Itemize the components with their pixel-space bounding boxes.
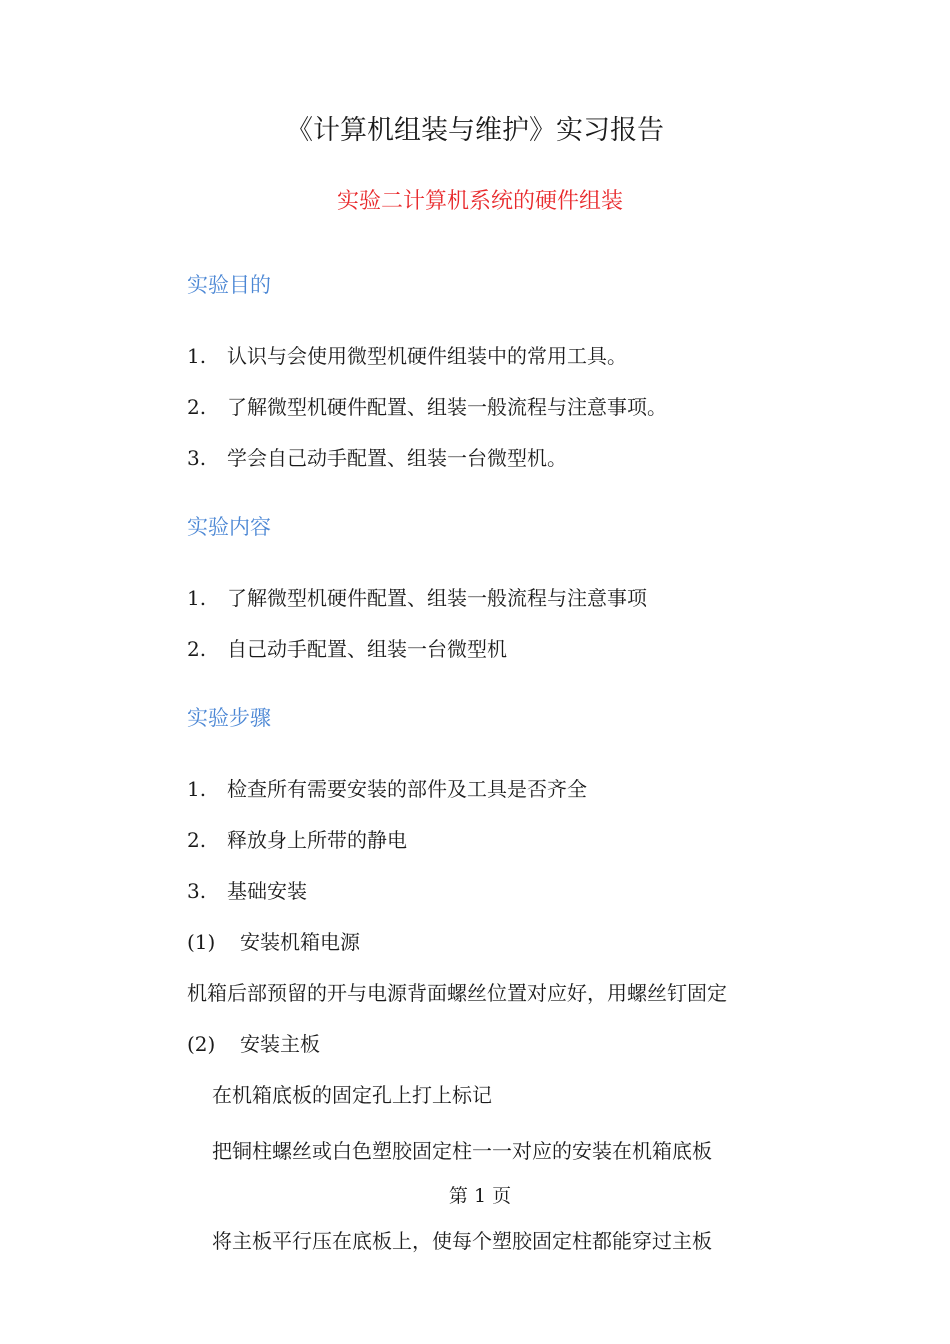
paragraph: 机箱后部预留的开与电源背面螺丝位置对应好，用螺丝钉固定 [187,981,727,1005]
list-item-text: 了解微型机硬件配置、组装一般流程与注意事项。 [227,395,667,419]
page-number: 第 1 页 [448,1185,512,1207]
list-item-number: 1. [187,344,207,368]
list-item [187,341,627,371]
list-item-text: 释放身上所带的静电 [227,828,407,852]
list-item [187,392,667,422]
section-heading-purpose: 实验目的 [187,273,271,297]
list-item-text: 学会自己动手配置、组装一台微型机。 [227,446,567,470]
document-subtitle: 实验二计算机系统的硬件组装 [336,189,623,214]
list-item-text: 认识与会使用微型机硬件组装中的常用工具。 [227,344,627,368]
list-item-text: 自己动手配置、组装一台微型机 [227,637,507,661]
list-item-number: 3. [187,446,207,470]
list-item-text: 基础安装 [227,879,307,903]
list-item [187,774,587,804]
substep-number: (1) [187,930,216,954]
list-item-number: 1. [187,586,207,610]
list-item-number: 2. [187,828,207,852]
section-heading-steps: 实验步骤 [187,706,271,730]
list-item [187,825,407,855]
list-item-number: 2. [187,395,207,419]
list-item [187,634,507,664]
list-item-number: 2. [187,637,207,661]
list-item-number: 3. [187,879,207,903]
substep-text: 安装机箱电源 [240,930,360,954]
document-title: 《计算机组装与维护》实习报告 [286,115,664,146]
section-heading-content: 实验内容 [187,515,271,539]
list-item-text: 检查所有需要安装的部件及工具是否齐全 [227,777,587,801]
list-item [187,876,307,906]
list-item-text: 了解微型机硬件配置、组装一般流程与注意事项 [227,586,647,610]
list-item [187,583,647,613]
substep-item [187,927,360,957]
substep-item [187,1029,320,1059]
substep-number: (2) [187,1032,216,1056]
list-item-number: 1. [187,777,207,801]
paragraph: 在机箱底板的固定孔上打上标记 [212,1083,492,1107]
substep-text: 安装主板 [240,1032,320,1056]
paragraph: 将主板平行压在底板上，使每个塑胶固定柱都能穿过主板 [212,1229,712,1253]
list-item [187,443,567,473]
paragraph: 把铜柱螺丝或白色塑胶固定柱一一对应的安装在机箱底板 [212,1139,712,1163]
